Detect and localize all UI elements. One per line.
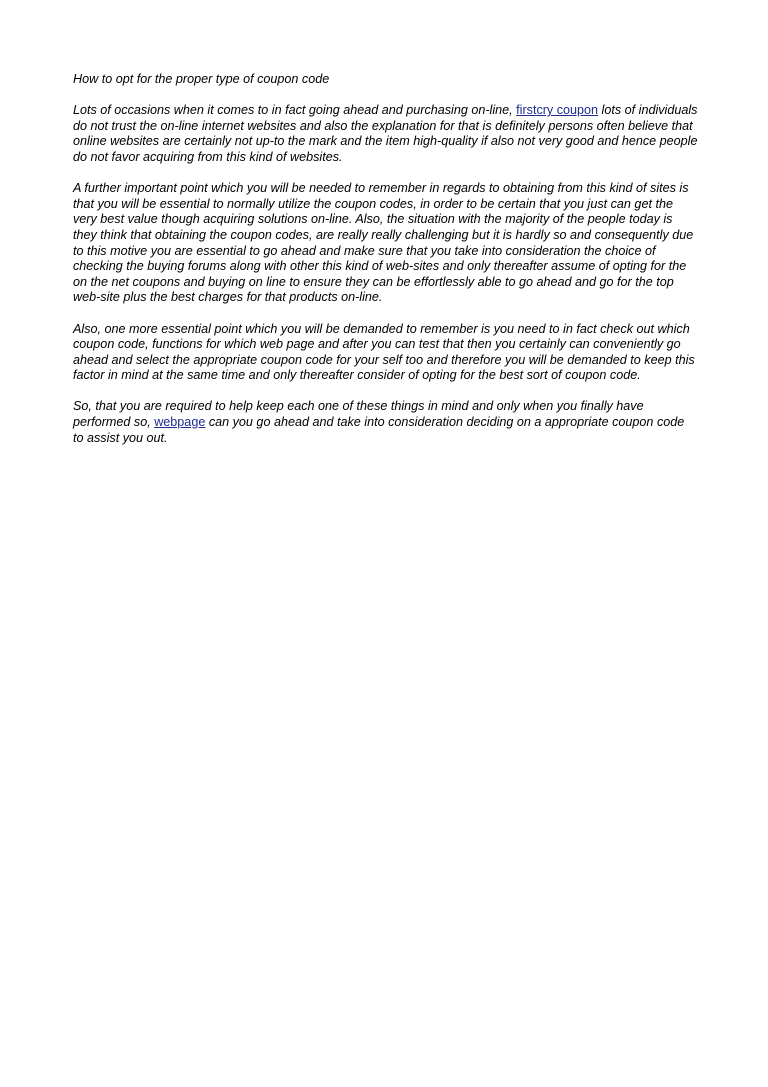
firstcry-coupon-link[interactable]: firstcry coupon <box>516 103 599 118</box>
document-body <box>73 72 698 462</box>
paragraph-1-text-before: Lots of occasions when it comes to in fact going ahead and purchasing on-line, <box>73 103 517 118</box>
paragraph-1-text-after: lots of individuals do not trust the on-line internet websites and also the explanation for that is definitely persons often believe that online websites are certainly not up-to the mark and the item high-quality if also not very good and hence people do not favor acquiring from this kind of websites. <box>73 103 698 164</box>
paragraph-2: A further important point which you will be needed to remember in regards to obtaining from this kind of sites is that you will be essential to normally utilize the coupon codes, in order to be certain that you just can get the very best value though acquiring solutions on-line. Also, the situation with the majority of the people today is they think that obtaining the coupon codes, are really really challenging but it is hardly so and consequently due to this motive you are essential to go ahead and make sure that you take into consideration the choice of checking the buying forums along with other this kind of web-sites and only thereafter assume of opting for the on the net coupons and buying on line to ensure they can be effortlessly able to go ahead and go for the top web-site plus the best charges for that products on-line. <box>73 181 694 305</box>
paragraph-4-text-after: can you go ahead and take into consideration deciding on a appropriate coupon code to assist you out. <box>73 415 685 445</box>
document-title: How to opt for the proper type of coupon code <box>73 72 330 86</box>
paragraph-3: Also, one more essential point which you will be demanded to remember is you need to in fact check out which coupon code, functions for which web page and after you can test that then you certainly can conveniently go ahead and select the appropriate coupon code for your self too and therefore you will be demanded to keep this factor in mind at the same time and only thereafter consider of opting for the best sort of coupon code. <box>73 321 695 383</box>
paragraph-1 <box>73 103 698 165</box>
paragraph-4-text-before: So, that you are required to help keep each one of these things in mind and only when you finally have performed so, <box>73 399 644 430</box>
paragraph-4 <box>73 399 698 446</box>
webpage-link[interactable]: webpage <box>154 415 206 430</box>
